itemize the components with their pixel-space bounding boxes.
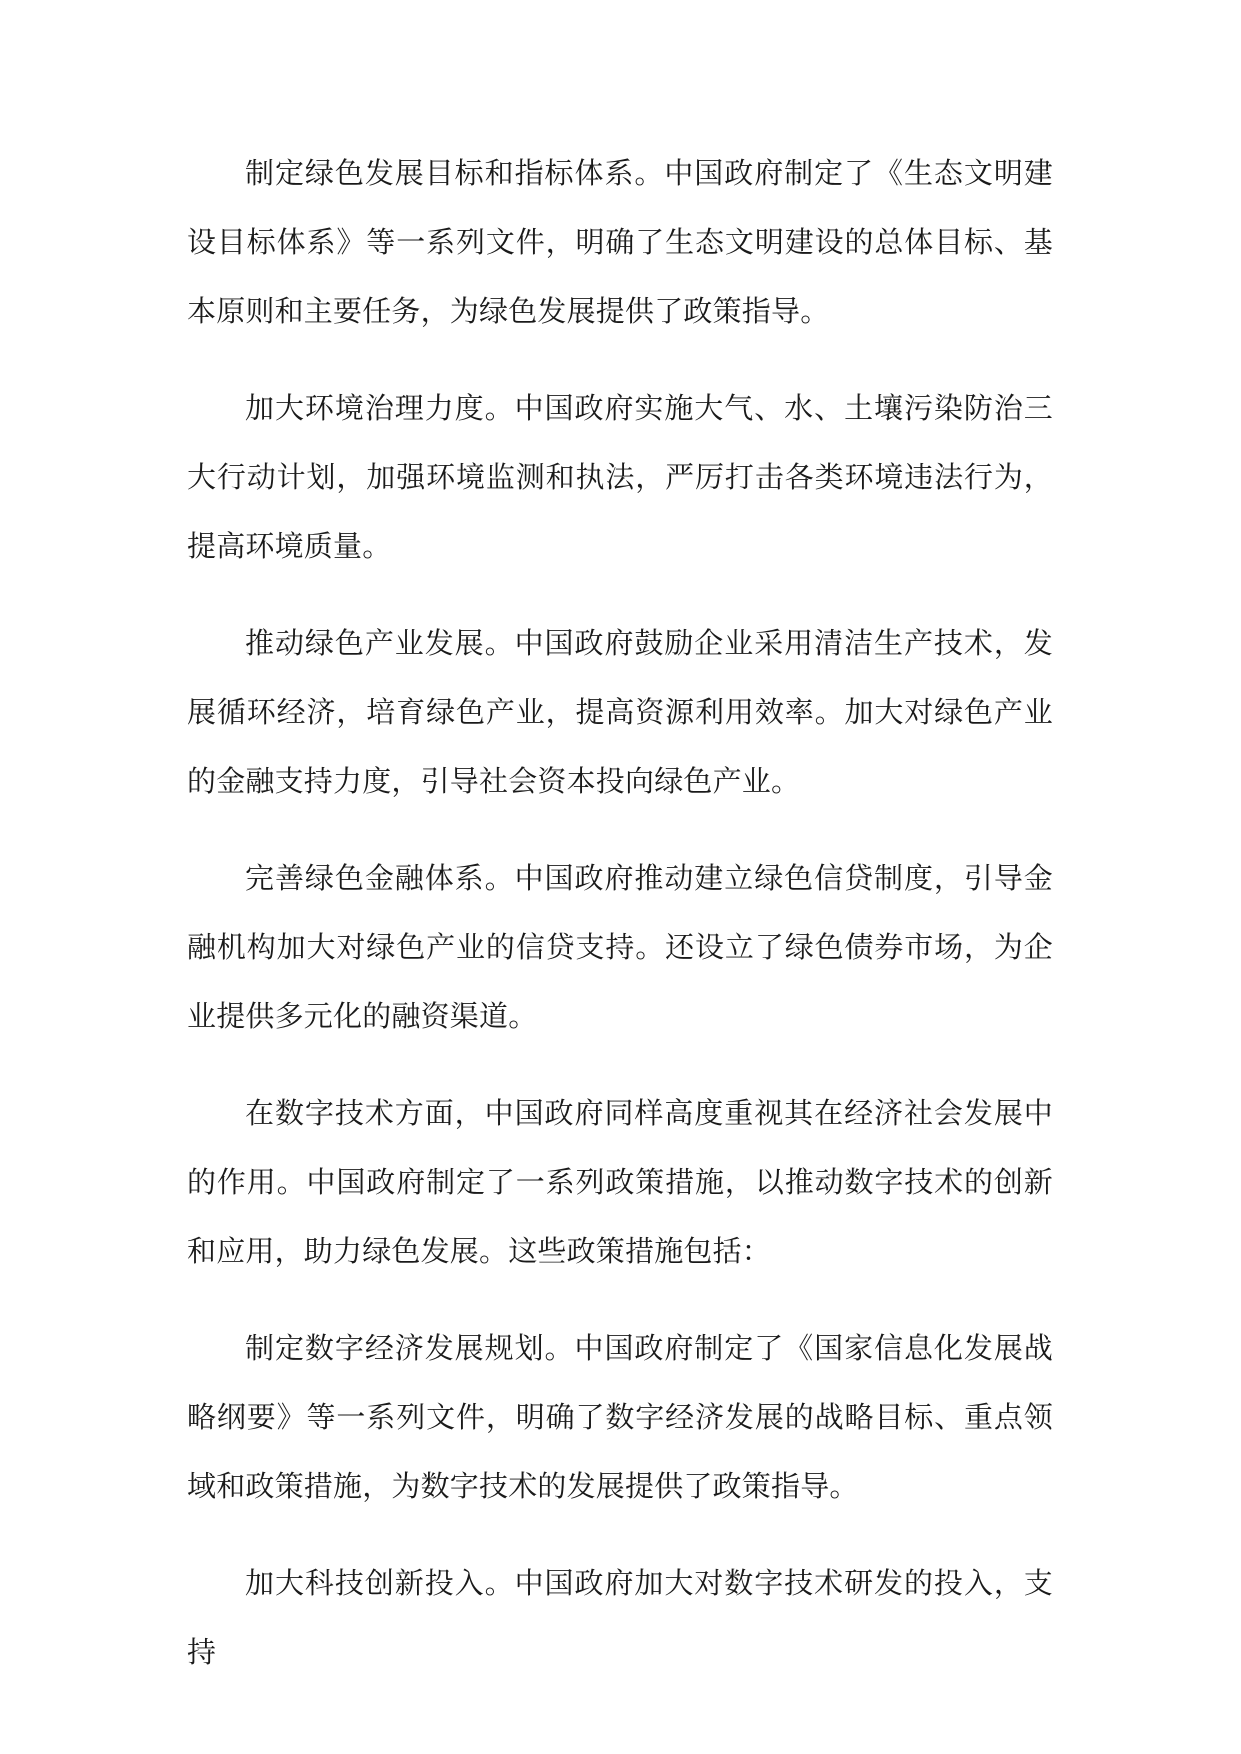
paragraph-green-targets: 制定绿色发展目标和指标体系。中国政府制定了《生态文明建设目标体系》等一系列文件，明确了生态文明建设的总体目标、基本原则和主要任务，为绿色发展提供了政策指导。 (187, 156, 1053, 328)
paragraph-environmental-governance: 加大环境治理力度。中国政府实施大气、水、土壤污染防治三大行动计划，加强环境监测和执法，严厉打击各类环境违法行为，提高环境质量。 (187, 391, 1053, 563)
paragraph-innovation-investment: 加大科技创新投入。中国政府加大对数字技术研发的投入，支持 (187, 1566, 1053, 1669)
paragraph-green-industry: 推动绿色产业发展。中国政府鼓励企业采用清洁生产技术，发展循环经济，培育绿色产业，提高资源利用效率。加大对绿色产业的金融支持力度，引导社会资本投向绿色产业。 (187, 626, 1053, 798)
paragraph-digital-economy-plan: 制定数字经济发展规划。中国政府制定了《国家信息化发展战略纲要》等一系列文件，明确了数字经济发展的战略目标、重点领域和政策措施，为数字技术的发展提供了政策指导。 (187, 1331, 1053, 1503)
paragraph-digital-technology: 在数字技术方面，中国政府同样高度重视其在经济社会发展中的作用。中国政府制定了一系列政策措施，以推动数字技术的创新和应用，助力绿色发展。这些政策措施包括： (187, 1096, 1053, 1268)
document-body (187, 139, 1053, 1715)
paragraph-green-finance: 完善绿色金融体系。中国政府推动建立绿色信贷制度，引导金融机构加大对绿色产业的信贷支持。还设立了绿色债券市场，为企业提供多元化的融资渠道。 (187, 861, 1053, 1033)
